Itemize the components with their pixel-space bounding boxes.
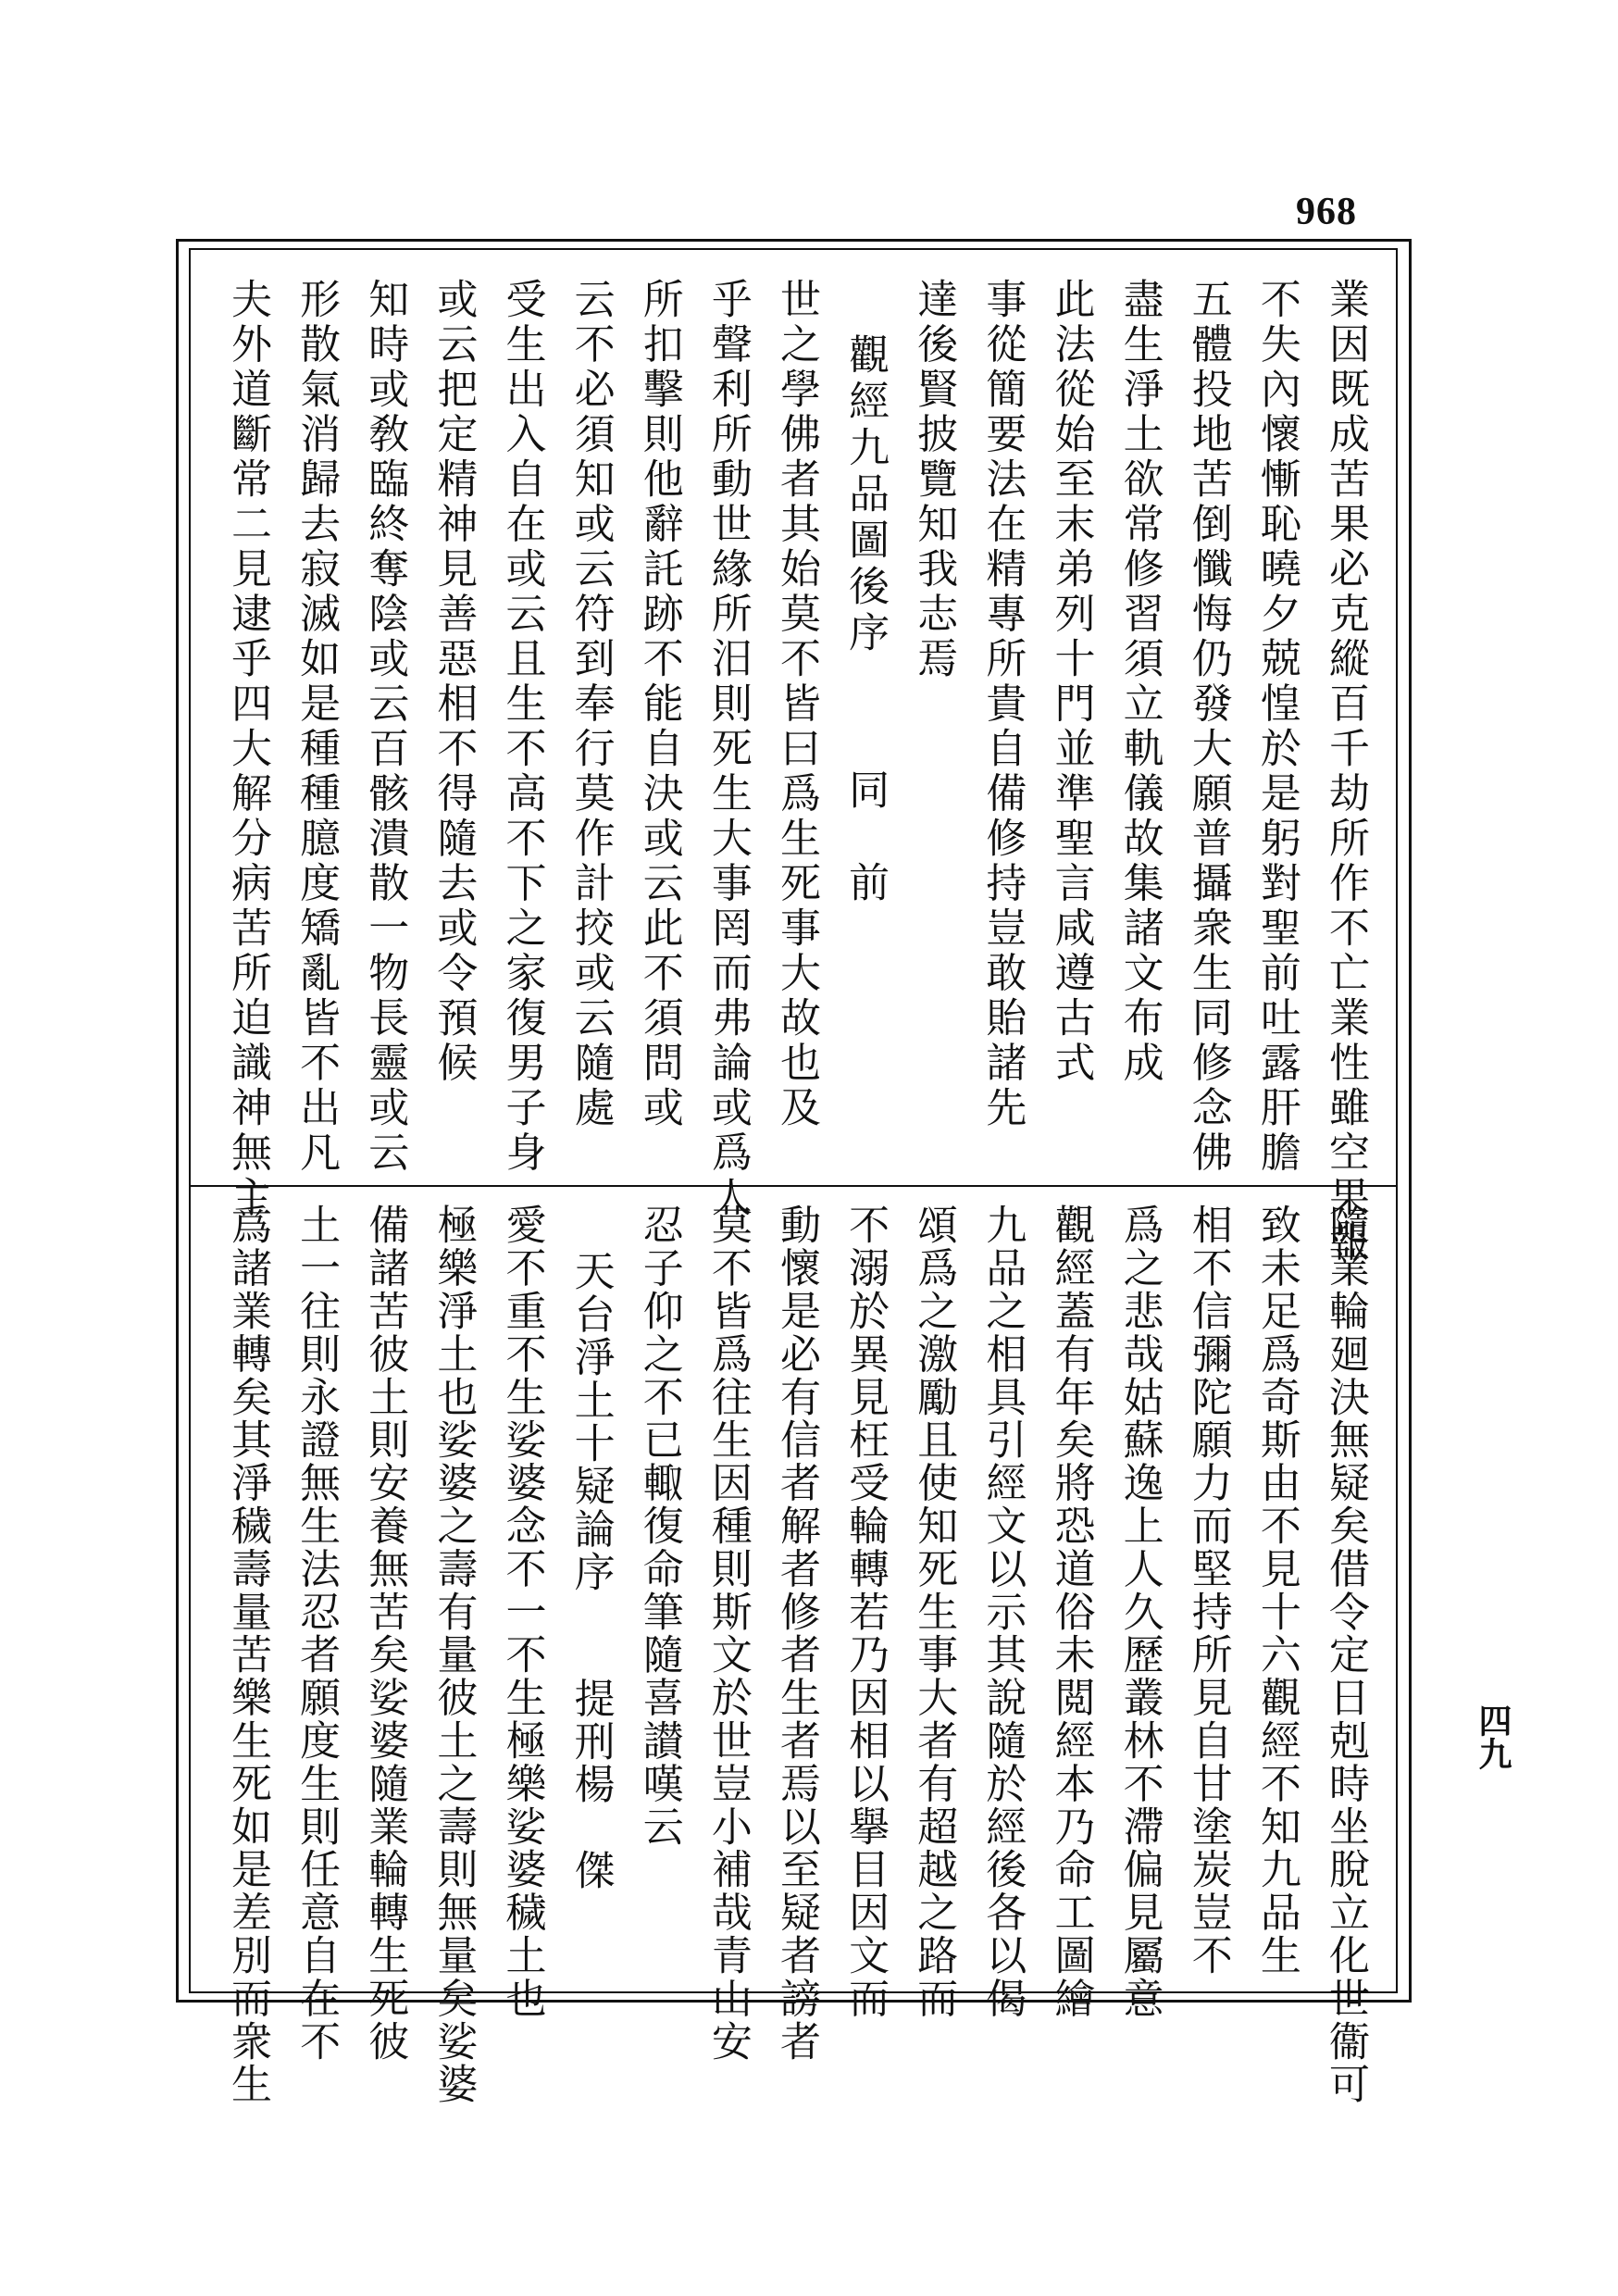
text-column: 形散氣消歸去寂滅如是種種臆度矯亂皆不出凡 xyxy=(292,278,341,1176)
text-column: 土一往則永證無生法忍者願度生則任意自在不 xyxy=(292,1204,341,2063)
text-column: 或云把定精神見善惡相不得隨去或令預候 xyxy=(429,278,478,1086)
text-column: 所扣擊則他辭託跡不能自決或云此不須問或 xyxy=(635,278,683,1131)
text-column: 隨業輪廻決無疑矣借令定日剋時坐脫立化世衞可 xyxy=(1322,1204,1369,2106)
section-heading xyxy=(841,278,890,1167)
text-column: 盡生淨土欲常修習須立軌儀故集諸文布成 xyxy=(1115,278,1164,1086)
side-page-number: 四九 xyxy=(1474,1703,1512,1770)
text-column: 云不必須知或云符到奉行莫作計挍或云隨處 xyxy=(566,278,615,1131)
text-column: 愛不重不生娑婆念不一不生極樂娑婆穢土也 xyxy=(498,1204,546,2020)
text-column: 忍子仰之不已輙復命筆隨喜讃嘆云 xyxy=(635,1204,683,1848)
heading-title: 觀經九品圖後序 xyxy=(841,333,890,657)
heading-author: 提刑楊 傑 xyxy=(566,1677,615,1892)
text-column: 備諸苦彼土則安養無苦矣娑婆隨業輪轉生死彼 xyxy=(361,1204,409,2063)
text-column: 爲之悲哉姑蘇逸上人久歷叢林不滯偏見屬意 xyxy=(1115,1204,1164,2020)
text-column: 不失內懷慚恥曉夕兢惶於是躬對聖前吐露肝膽 xyxy=(1252,278,1301,1176)
text-column: 莫不皆爲往生因種則斯文於世豈小補哉青山安 xyxy=(703,1204,752,2063)
text-column: 夫外道斷常二見逮乎四大解分病苦所迫識神無主 xyxy=(224,278,271,1221)
text-column: 極樂淨土也娑婆之壽有量彼土之壽則無量矣娑婆 xyxy=(429,1204,478,2106)
text-column: 致未足爲奇斯由不見十六觀經不知九品生 xyxy=(1252,1204,1301,1978)
page-number: 968 xyxy=(1296,191,1357,233)
text-column: 動懷是必有信者解者修者生者焉以至疑者謗者 xyxy=(773,1204,820,2063)
text-column: 受生出入自在或云且生不高不下之家復男子身 xyxy=(498,278,546,1176)
text-column: 事從簡要法在精專所貴自備修持豈敢貽諸先 xyxy=(978,278,1027,1131)
text-column: 達後賢披覽知我志焉 xyxy=(910,278,958,682)
text-column: 乎聲利所動世緣所汨則死生大事罔而弗論或爲人 xyxy=(703,278,752,1221)
text-column: 頌爲之激勵且使知死生事大者有超越之路而 xyxy=(910,1204,958,2020)
text-column: 世之學佛者其始莫不皆曰爲生死事大故也及 xyxy=(773,278,820,1131)
text-column: 觀經蓋有年矣將恐道俗未閲經本乃命工圖繪 xyxy=(1047,1204,1095,2020)
text-column: 五體投地苦倒懺悔仍發大願普攝衆生同修念佛 xyxy=(1184,278,1232,1176)
text-column: 爲諸業轉矣其淨穢壽量苦樂生死如是差別而衆生 xyxy=(224,1204,271,2106)
section-heading xyxy=(566,1204,615,1977)
text-column: 知時或敎臨終奪陰或云百骸潰散一物長靈或云 xyxy=(361,278,409,1176)
text-column: 不溺於異見枉受輪轉若乃因相以擧目因文而 xyxy=(841,1204,890,2020)
heading-author: 同 前 xyxy=(841,768,890,907)
text-column: 業因既成苦果必克縱百千劫所作不亡業性雖空果報 xyxy=(1322,278,1369,1266)
heading-title: 天台淨土十疑論序 xyxy=(566,1250,615,1594)
text-column: 相不信彌陀願力而堅持所見自甘塗炭豈不 xyxy=(1184,1204,1232,1978)
text-column: 九品之相具引經文以示其說隨於經後各以偈 xyxy=(978,1204,1027,2020)
upper-text-block xyxy=(224,278,1369,1266)
lower-text-block xyxy=(224,1204,1369,2106)
text-column: 此法從始至末弟列十門並準聖言咸遵古式 xyxy=(1047,278,1095,1086)
section-divider xyxy=(189,1185,1398,1187)
